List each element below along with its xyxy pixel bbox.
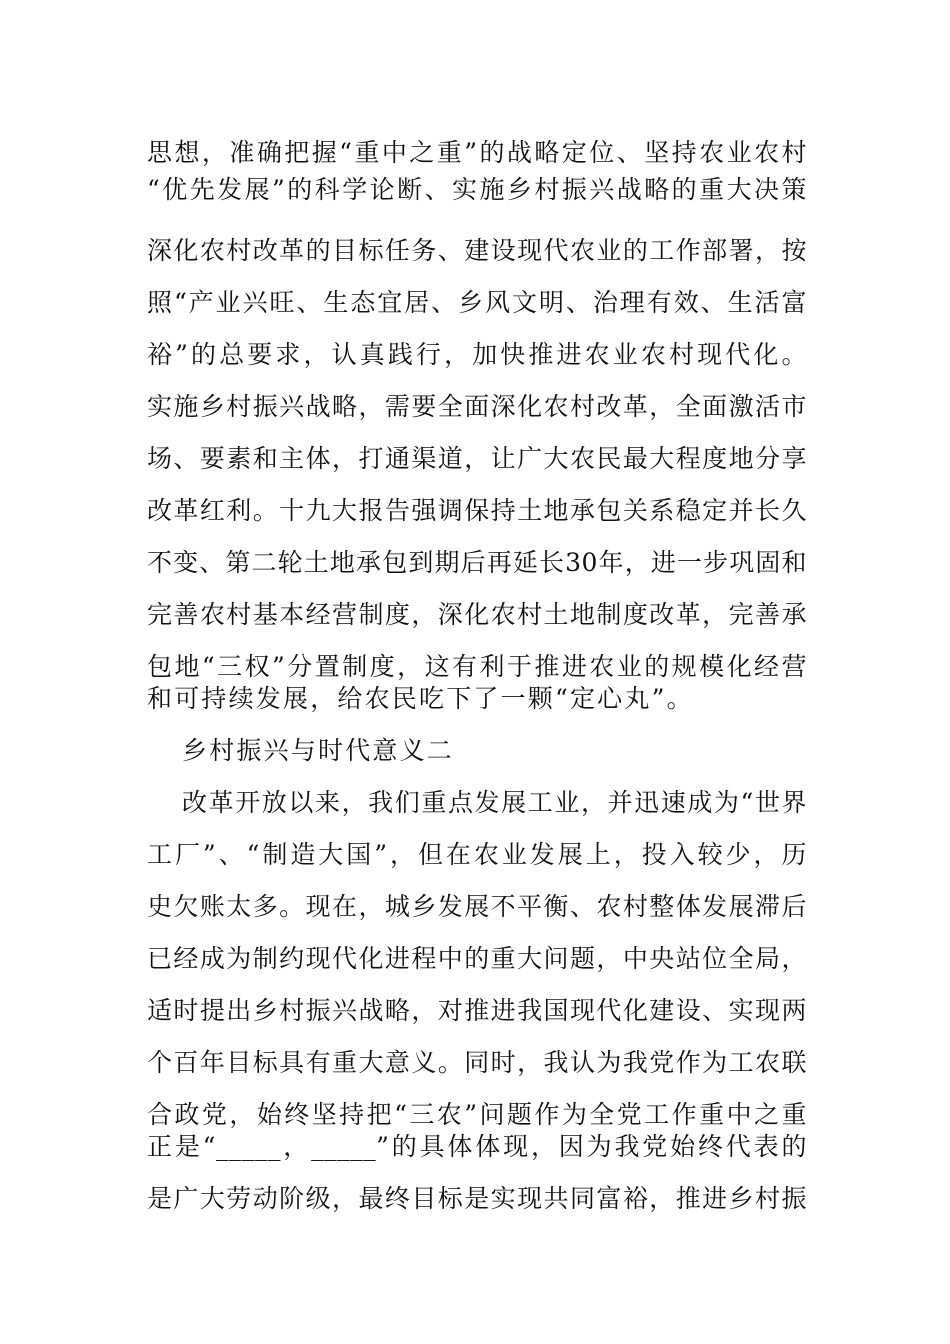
paragraph-2-line-3: 史欠账太多。现在，城乡发展不平衡、农村整体发展滞后 (147, 892, 807, 921)
paragraph-2-line-9: 是广大劳动阶级，最终目标是实现共同富裕，推进乡村振 (147, 1184, 807, 1213)
paragraph-2-line-1: 改革开放以来，我们重点发展工业，并迅速成为“世界 (182, 788, 807, 817)
paragraph-1-line-7: 场、要素和主体，打通渠道，让广大农民最大程度地分享 (147, 444, 807, 473)
paragraph-1-line-11: 包地“三权”分置制度，这有利于推进农业的规模化经营 (147, 652, 807, 681)
section-heading: 乡村振兴与时代意义二 (182, 736, 455, 765)
paragraph-1-line-5: 裕”的总要求，认真践行，加快推进农业农村现代化。 (147, 340, 807, 369)
paragraph-2-line-2: 工厂”、“制造大国”，但在农业发展上，投入较少，历 (147, 840, 807, 869)
paragraph-2-line-4: 已经成为制约现代化进程中的重大问题，中央站位全局， (147, 944, 807, 973)
paragraph-1-line-1: 思想，准确把握“重中之重”的战略定位、坚持农业农村 (147, 138, 807, 167)
paragraph-2-line-6: 个百年目标具有重大意义。同时，我认为我党作为工农联 (147, 1048, 807, 1077)
paragraph-1-line-12: 和可持续发展，给农民吃下了一颗“定心丸”。 (147, 684, 694, 713)
paragraph-1-line-8: 改革红利。十九大报告强调保持土地承包关系稳定并长久 (147, 496, 807, 525)
paragraph-1-line-10: 完善农村基本经营制度，深化农村土地制度改革，完善承 (147, 600, 807, 629)
paragraph-2-line-5: 适时提出乡村振兴战略，对推进我国现代化建设、实现两 (147, 996, 807, 1025)
paragraph-2-line-7: 合政党，始终坚持把“三农”问题作为全党工作重中之重 (147, 1100, 807, 1129)
paragraph-1-line-3: 深化农村改革的目标任务、建设现代农业的工作部署，按 (147, 236, 807, 265)
paragraph-1-line-4: 照“产业兴旺、生态宜居、乡风文明、治理有效、生活富 (147, 288, 807, 317)
paragraph-1-line-2: “优先发展”的科学论断、实施乡村振兴战略的重大决策 (147, 175, 807, 204)
paragraph-1-line-9: 不变、第二轮土地承包到期后再延长30年，进一步巩固和 (147, 548, 807, 577)
paragraph-1-line-6: 实施乡村振兴战略，需要全面深化农村改革，全面激活市 (147, 392, 807, 421)
paragraph-2-line-8: 正是“_____，_____”的具体体现，因为我党始终代表的 (147, 1132, 807, 1161)
